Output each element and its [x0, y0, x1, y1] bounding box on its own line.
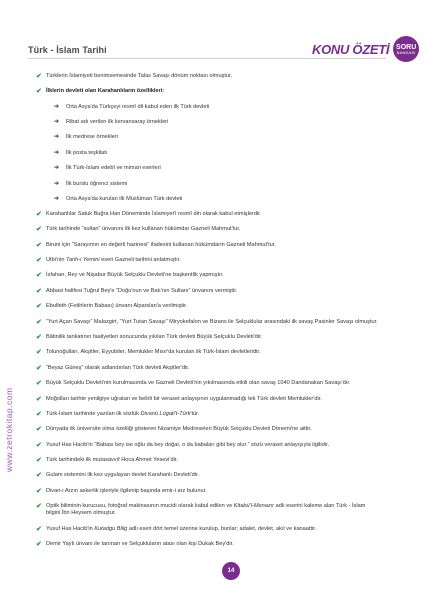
check-icon: ✔ [36, 226, 42, 233]
list-item [36, 242, 276, 249]
list-item [36, 526, 316, 533]
check-icon: ✔ [36, 411, 42, 418]
check-icon: ✔ [36, 541, 42, 548]
item-text-post: adlı eserini kaleme alan Türk - İslam [274, 503, 366, 509]
header-divider [28, 58, 386, 59]
item-text: Bâtinilik tarikatının faaliyetleri sonucunda yıkılan Türk devleti Büyük Selçuklu Devleti'dir. [46, 334, 263, 340]
list-item [36, 334, 262, 341]
list-item [36, 319, 378, 326]
list-item [36, 73, 232, 80]
sub-item-text: Orta Asya'da kurulan ilk Müslüman Türk devleti [66, 196, 183, 202]
item-text-italic: Tarih-i Yemini [66, 257, 100, 263]
item-text: Dünyada ilk üniversite olma özelliği gösteren Nizamiye Medreseleri Büyük Selçuklu Devleti Dönemi'ne aittir. [46, 426, 312, 432]
item-text: “Yurt Açan Savaşı” Malazgirt, “Yurt Tutan Savaşı” Miryokefalon ve Bizans ile Selçuklular arasındaki ilk savaş Pasinler Savaşı olmuştur. [46, 319, 378, 325]
item-text: İsfahan, Rey ve Nişabur Büyük Selçuklu Devleti'ne başkentlik yapmıştır. [46, 272, 224, 278]
check-icon: ✔ [36, 257, 42, 264]
brand-title: KONU ÖZETİ [312, 41, 390, 57]
arrow-right-icon: ➔ [54, 119, 60, 125]
side-website-url: www.zetrokitap.com [4, 387, 14, 472]
page-header-title: Türk - İslam Tarihi [28, 45, 107, 55]
check-icon: ✔ [36, 365, 42, 372]
top-bar [0, 0, 424, 22]
sub-item-text: İlk Türk-İslam edebî ve mimari eserleri [66, 165, 161, 171]
check-icon: ✔ [36, 472, 42, 479]
item-text-pre: Yusuf Has Hacib'in [46, 526, 95, 532]
sub-list-item [54, 150, 107, 157]
arrow-right-icon: ➔ [54, 104, 60, 110]
arrow-right-icon: ➔ [54, 134, 60, 140]
item-text [46, 257, 181, 264]
check-icon: ✔ [36, 488, 42, 495]
item-text: İlklerin devleti olan Karahanlıların özellikleri: [46, 88, 165, 94]
list-item [36, 380, 351, 387]
list-item [36, 457, 178, 464]
check-icon: ✔ [36, 242, 42, 249]
item-text-post: eseri Gazneli tarihini anlatmıştır. [99, 257, 181, 263]
arrow-right-icon: ➔ [54, 196, 60, 202]
item-text: Türk tarihinde “sultan” ünvanını ilk kez kullanan hükümdar Gazneli Mahmut'tur. [46, 226, 241, 232]
item-text: Demir Yaylı ünvanı ile tanınan ve Selçukluların atası olan kişi Dukak Bey'dir. [46, 541, 234, 547]
sub-item-text: Orta Asya'da Türkçeyi resmî dil kabul eden ilk Türk devleti [66, 104, 210, 110]
item-text [46, 503, 365, 518]
list-item [36, 411, 199, 418]
check-icon: ✔ [36, 303, 42, 310]
item-text-italic: Kutadgu Bilig [94, 526, 128, 532]
check-icon: ✔ [36, 442, 42, 449]
check-icon: ✔ [36, 380, 42, 387]
badge-line1: SORU [396, 43, 417, 51]
item-text-line2: bilgini İbn Heysem olmuştur. [46, 510, 116, 517]
item-text-post: 'tür. [190, 411, 200, 417]
list-item [36, 226, 240, 233]
sub-item-text: İlk burslu öğrenci sistemi [66, 181, 128, 187]
list-item [36, 488, 207, 495]
sub-item-text: Ribat adı verilen ilk kervansaray örnekleri [66, 119, 169, 125]
item-text [46, 411, 199, 418]
check-icon: ✔ [36, 319, 42, 326]
check-icon: ✔ [36, 288, 42, 295]
sub-list-item [54, 104, 209, 111]
item-text-italic: Divanü Lügati't-Türk [140, 411, 191, 417]
list-item [36, 288, 237, 295]
item-text-pre: Türk-İslam tarihinde yazılan ilk sözlük [46, 411, 141, 417]
item-text: Gulam sistemini ilk kez uygulayan devlet Karahanlı Devleti'dir. [46, 472, 200, 478]
list-item [36, 88, 164, 95]
item-text: Biruni için “Sarayımın en değerli hazinesi” ifadesini kullanan hükümdarın Gazneli Mahmut'tur. [46, 242, 276, 248]
check-icon: ✔ [36, 457, 42, 464]
sub-list-item [54, 119, 168, 126]
arrow-right-icon: ➔ [54, 181, 60, 187]
list-item [36, 503, 365, 518]
item-text: Türklerin İslamiyeti benimsemesinde Talas Savaşı dönüm noktası olmuştur. [46, 73, 233, 79]
sub-item-text: İlk posta teşkilatı [66, 150, 108, 156]
check-icon: ✔ [36, 426, 42, 433]
list-item [36, 303, 187, 310]
item-text: Büyük Selçuklu Devleti'nin kurulmasında ve Gazneli Devleti'nin yıkılmasında etkili olan savaş 1040 Dandanakan Savaşı'dır. [46, 380, 351, 386]
list-item [36, 257, 181, 264]
list-item [36, 426, 312, 433]
sub-list-item [54, 134, 118, 141]
item-text-pre: Optik biliminin kurucusu, fotoğraf makinasının mucidi olarak kabul edilen ve [46, 503, 234, 509]
check-icon: ✔ [36, 526, 42, 533]
sub-list-item [54, 196, 182, 203]
arrow-right-icon: ➔ [54, 165, 60, 171]
check-icon: ✔ [36, 334, 42, 341]
list-item [36, 349, 261, 356]
item-text: Yusuf Has Hacib'in “Babası bey ise oğlu da bey doğar, o da babaları gibi bey olur.” sözü veraset anlayışıyla ilgilidir. [46, 442, 330, 448]
list-item [36, 272, 224, 279]
check-icon: ✔ [36, 396, 42, 403]
sub-item-text: İlk medrese örnekleri [66, 134, 118, 140]
item-text: Abbasi halifesi Tuğrul Bey'e “Doğu'nun ve Batı'nın Sultanı” ünvanını vermiştir. [46, 288, 238, 294]
badge-line2: BANKASI [396, 49, 416, 55]
item-text: Karahanlılar Satuk Buğra Han Döneminde İslamiyet'i resmî din olarak kabul etmişlerdir. [46, 211, 262, 217]
list-item [36, 211, 261, 218]
item-text: “Beyaz Güneş” olarak adlandırılan Türk devleti Akşitler'dir. [46, 365, 190, 371]
list-item [36, 442, 329, 449]
page-number-badge: 14 [222, 562, 240, 580]
item-text: Türk tarihindeki ilk mutasavvıf Hoca Ahmet Yesevi'dir. [46, 457, 178, 463]
sub-list-item [54, 165, 161, 172]
item-text-post: adlı eseri dört temel üzerine kurulup, bunlar; adalet, devlet, akıl ve kanaattir. [127, 526, 317, 532]
arrow-right-icon: ➔ [54, 150, 60, 156]
item-text: Divan-ı Arzın askerlik işleriyle ilgilenip başında emir-i arz bulunur. [46, 488, 207, 494]
list-item [36, 472, 199, 479]
check-icon: ✔ [36, 211, 42, 218]
check-icon: ✔ [36, 503, 42, 510]
soru-bankasi-badge [393, 36, 419, 62]
check-icon: ✔ [36, 88, 42, 95]
item-text: Ebulfeth (Fetihlerin Babası) ünvanı Alparslan'a verilmiştir. [46, 303, 188, 309]
item-text: Tolunoğulları, Akşitler, Eyyubiler, Memlukler Mısır'da kurulan ilk Türk-İslam devletleridir. [46, 349, 261, 355]
check-icon: ✔ [36, 349, 42, 356]
sub-list-item [54, 181, 127, 188]
item-text: Moğolları tarihte yenilgiye uğratan ve belirli bir veraset anlayışının uygulanmadığı tek Türk devleti Memlukler'dir. [46, 396, 322, 402]
list-item [36, 365, 189, 372]
check-icon: ✔ [36, 73, 42, 80]
item-text-italic: Kitabü'l-Menazır [233, 503, 275, 509]
list-item [36, 541, 234, 548]
check-icon: ✔ [36, 272, 42, 279]
list-item [36, 396, 322, 403]
item-text [46, 526, 316, 533]
item-text-pre: Utbi'nin [46, 257, 67, 263]
